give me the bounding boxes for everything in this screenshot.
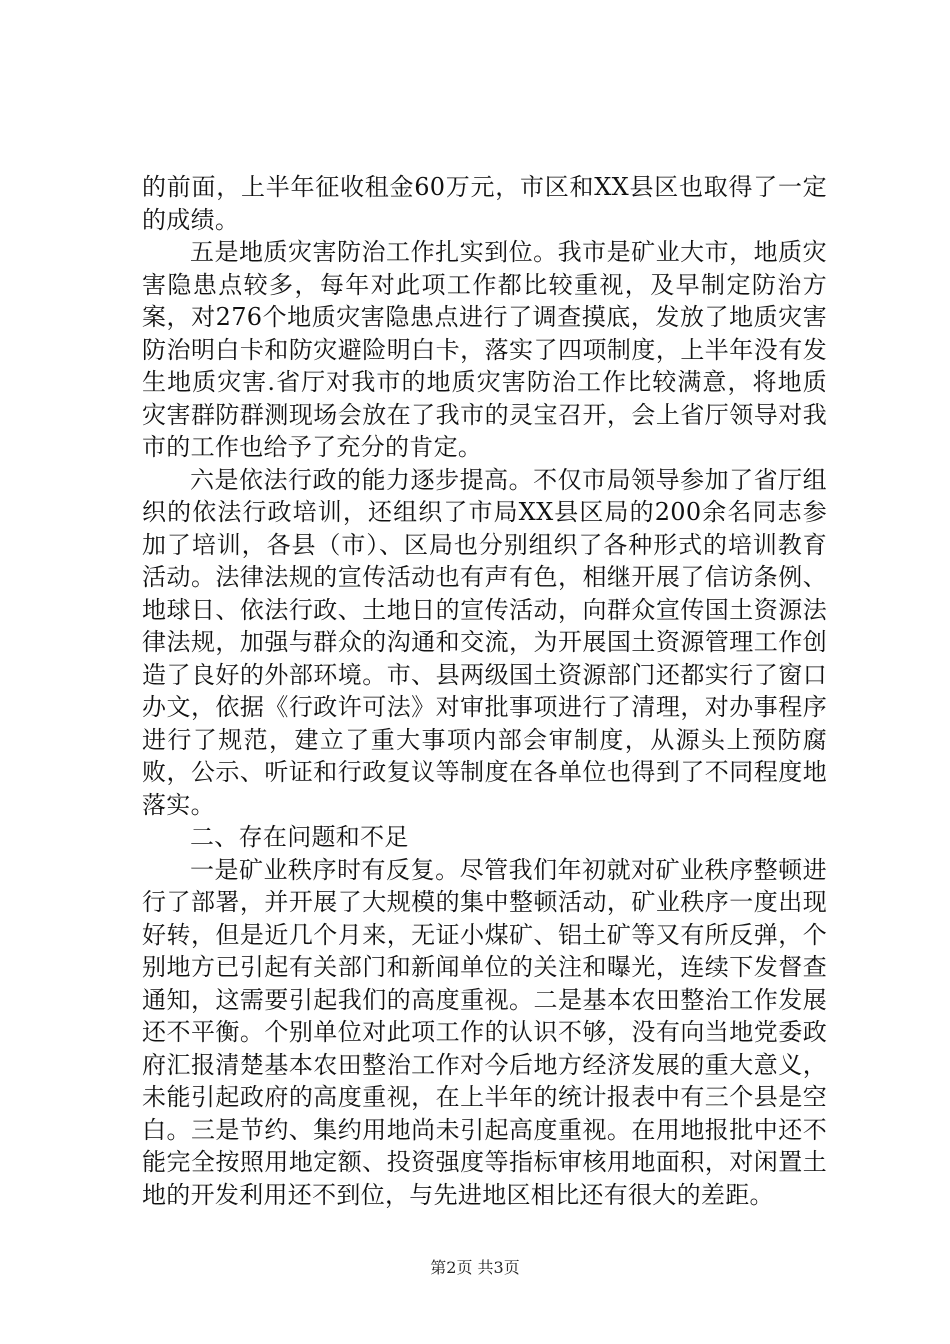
page-number-footer: 第2页 共3页 [430,1258,520,1277]
paragraph-law-administration: 六是依法行政的能力逐步提高。不仅市局领导参加了省厅组织的依法行政培训，还组织了市局XX县区局的200余名同志参加了培训，各县（市）、区局也分别组织了各种形式的培训教育活动。法律法规的宣传活动也有声有色，相继开展了信访条例、地球日、依法行政、土地日的宣传活动，向群众宣传国土资源法律法规，加强与群众的沟通和交流，为开展国土资源管理工作创造了良好的外部环境。市、县两级国土资源部门还都实行了窗口办文，依据《行政许可法》对审批事项进行了清理，对办事程序进行了规范，建立了重大事项内部会审制度，从源头上预防腐败，公示、听证和行政复议等制度在各单位也得到了不同程度地落实。 [142,465,827,819]
paragraph-continuation: 的前面，上半年征收租金60万元，市区和XX县区也取得了一定的成绩。 [142,173,827,234]
section-heading-problems: 二、存在问题和不足 [190,823,409,851]
document-body [142,171,827,1211]
paragraph-problems: 一是矿业秩序时有反复。尽管我们年初就对矿业秩序整顿进行了部署，并开展了大规模的集中整顿活动，矿业秩序一度出现好转，但是近几个月来，无证小煤矿、铝土矿等又有所反弹，个别地方已引起有关部门和新闻单位的关注和曝光，连续下发督查通知，这需要引起我们的高度重视。二是基本农田整治工作发展还不平衡。个别单位对此项工作的认识不够，没有向当地党委政府汇报清楚基本农田整治工作对今后地方经济发展的重大意义，未能引起政府的高度重视，在上半年的统计报表中有三个县是空白。三是节约、集约用地尚未引起高度重视。在用地报批中还不能完全按照用地定额、投资强度等指标审核用地面积，对闲置土地的开发利用还不到位，与先进地区相比还有很大的差距。 [142,855,827,1209]
paragraph-geological-disaster: 五是地质灾害防治工作扎实到位。我市是矿业大市，地质灾害隐患点较多，每年对此项工作都比较重视，及早制定防治方案，对276个地质灾害隐患点进行了调查摸底，发放了地质灾害防治明白卡和防灾避险明白卡，落实了四项制度，上半年没有发生地质灾害.省厅对我市的地质灾害防治工作比较满意，将地质灾害群防群测现场会放在了我市的灵宝召开，会上省厅领导对我市的工作也给予了充分的肯定。 [142,238,827,461]
